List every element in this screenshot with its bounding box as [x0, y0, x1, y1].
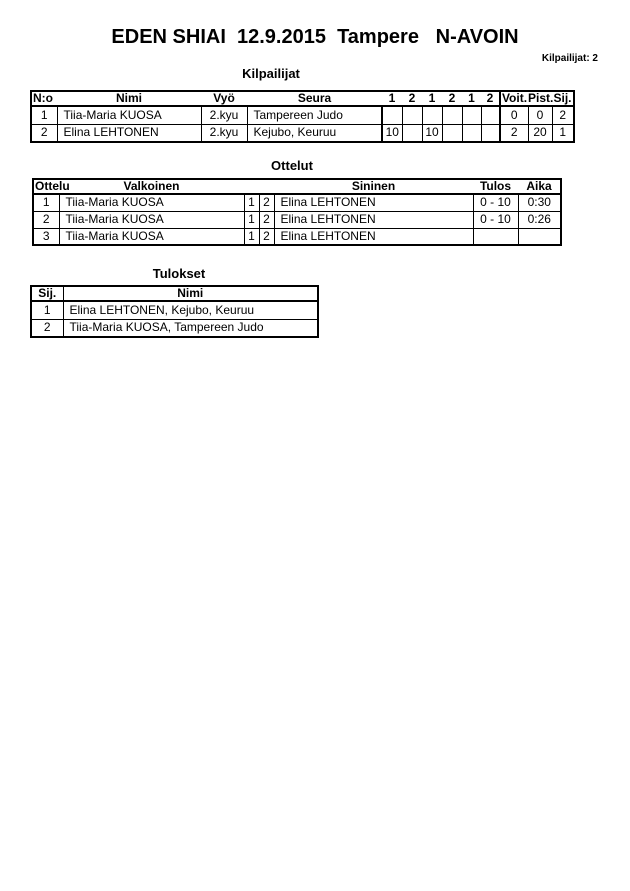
- result-row: [31, 301, 318, 319]
- header-name: Nimi: [57, 91, 201, 106]
- cell-name: Elina LEHTONEN: [57, 124, 201, 142]
- cell-time: 0:30: [518, 194, 561, 211]
- header-name: Nimi: [63, 286, 318, 301]
- cell-club: Kejubo, Keuruu: [247, 124, 382, 142]
- header-wins: Voit.: [501, 91, 528, 105]
- cell-points: 0: [528, 106, 552, 124]
- cell-belt: 2.kyu: [201, 124, 247, 142]
- cell-match-no: 1: [33, 194, 59, 211]
- cell-white-no: 1: [244, 228, 259, 245]
- header-points: Pist.: [528, 91, 554, 105]
- cell-time: 0:26: [518, 211, 561, 228]
- header-place: Sij.: [552, 91, 574, 106]
- page-title: EDEN SHIAI 12.9.2015 Tampere N-AVOIN: [111, 26, 519, 48]
- cell-score: [422, 106, 442, 124]
- cell-no: 2: [31, 124, 57, 142]
- cell-place: 2: [31, 319, 63, 337]
- competitor-row: [31, 124, 574, 142]
- match-row: [33, 228, 561, 245]
- header-score-4: 2: [442, 91, 462, 106]
- cell-score: [442, 106, 462, 124]
- header-white-no: [244, 179, 259, 194]
- header-blue-no: [259, 179, 274, 194]
- cell-score: [462, 106, 481, 124]
- cell-score: 10: [422, 124, 442, 142]
- cell-place: 1: [552, 124, 574, 142]
- results-table: [30, 285, 319, 338]
- cell-result: 0 - 10: [473, 194, 518, 211]
- cell-white-no: 1: [244, 194, 259, 211]
- cell-blue-no: 2: [259, 194, 274, 211]
- cell-white-name: Tiia-Maria KUOSA: [59, 228, 244, 245]
- header-blue: Sininen: [274, 179, 473, 194]
- cell-score: [462, 124, 481, 142]
- cell-score: [402, 106, 422, 124]
- participants-count: Kilpailijat: 2: [541, 53, 598, 64]
- header-score-5: 1: [462, 91, 481, 106]
- header-belt: Vyö: [201, 91, 247, 106]
- cell-score: [481, 106, 500, 124]
- cell-white-name: Tiia-Maria KUOSA: [59, 211, 244, 228]
- cell-blue-no: 2: [259, 228, 274, 245]
- cell-wins: 2: [500, 124, 528, 142]
- section-title-competitors: Kilpailijat: [242, 66, 300, 81]
- header-club: Seura: [247, 91, 382, 106]
- cell-result: 0 - 10: [473, 211, 518, 228]
- competitors-table: [30, 90, 575, 143]
- matches-table: [32, 178, 562, 246]
- header-place: Sij.: [31, 286, 63, 301]
- section-title-results: Tulokset: [152, 266, 206, 281]
- result-row: [31, 319, 318, 337]
- cell-match-no: 3: [33, 228, 59, 245]
- header-score-2: 2: [402, 91, 422, 106]
- header-white: Valkoinen: [59, 179, 244, 194]
- cell-blue-name: Elina LEHTONEN: [274, 194, 473, 211]
- section-title-matches: Ottelut: [271, 158, 313, 173]
- cell-points: 20: [528, 124, 552, 142]
- header-score-1: 1: [382, 91, 402, 106]
- competitor-row: [31, 106, 574, 124]
- cell-score: [481, 124, 500, 142]
- cell-match-no: 2: [33, 211, 59, 228]
- header-match: Ottelu: [35, 179, 70, 193]
- results-header-row: [31, 286, 318, 301]
- competitors-header-row: [31, 91, 574, 106]
- cell-wins: 0: [500, 106, 528, 124]
- cell-belt: 2.kyu: [201, 106, 247, 124]
- header-score-3: 1: [422, 91, 442, 106]
- cell-score: [402, 124, 422, 142]
- cell-no: 1: [31, 106, 57, 124]
- cell-white-name: Tiia-Maria KUOSA: [59, 194, 244, 211]
- cell-place: 1: [31, 301, 63, 319]
- match-row: [33, 211, 561, 228]
- header-time: Aika: [518, 179, 561, 194]
- cell-score: 10: [382, 124, 402, 142]
- cell-name: Elina LEHTONEN, Kejubo, Keuruu: [63, 301, 318, 319]
- match-row: [33, 194, 561, 211]
- header-no: N:o: [31, 91, 57, 106]
- cell-place: 2: [552, 106, 574, 124]
- header-score-6: 2: [481, 91, 500, 106]
- cell-name: Tiia-Maria KUOSA, Tampereen Judo: [63, 319, 318, 337]
- matches-header-row: [33, 179, 561, 194]
- cell-blue-name: Elina LEHTONEN: [274, 211, 473, 228]
- cell-score: [442, 124, 462, 142]
- cell-blue-no: 2: [259, 211, 274, 228]
- cell-club: Tampereen Judo: [247, 106, 382, 124]
- cell-white-no: 1: [244, 211, 259, 228]
- header-result: Tulos: [473, 179, 518, 194]
- cell-time: [518, 228, 561, 245]
- cell-blue-name: Elina LEHTONEN: [274, 228, 473, 245]
- cell-result: [473, 228, 518, 245]
- cell-score: [382, 106, 402, 124]
- cell-name: Tiia-Maria KUOSA: [57, 106, 201, 124]
